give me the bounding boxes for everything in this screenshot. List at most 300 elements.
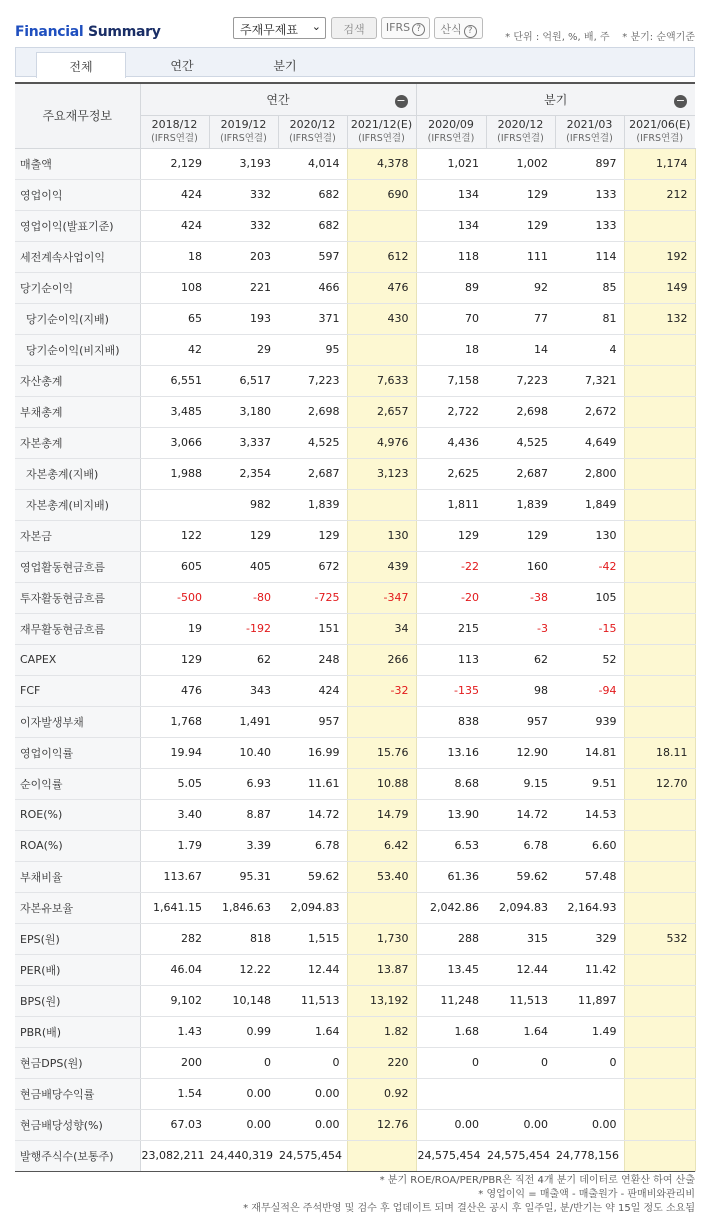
table-cell: 6.93 <box>209 768 278 799</box>
table-cell: 10.88 <box>347 768 416 799</box>
statement-type-value: 주재무제표 <box>240 23 298 37</box>
table-cell: 2,094.83 <box>486 892 555 923</box>
column-basis: (IFRS연결) <box>358 132 405 144</box>
table-cell: 605 <box>140 551 209 582</box>
table-cell: 130 <box>555 520 624 551</box>
ifrs-label: IFRS <box>385 21 411 34</box>
table-cell: 424 <box>140 210 209 241</box>
column-period: 2021/12(E) <box>350 117 413 131</box>
table-cell <box>624 520 695 551</box>
table-cell: 2,042.86 <box>416 892 486 923</box>
table-cell <box>624 985 695 1016</box>
table-cell: 4,436 <box>416 427 486 458</box>
table-cell: 11,897 <box>555 985 624 1016</box>
table-cell: 2,354 <box>209 458 278 489</box>
row-label: PER(배) <box>15 954 140 985</box>
table-cell: 12.22 <box>209 954 278 985</box>
column-basis: (IFRS연결) <box>151 132 198 144</box>
table-cell: 2,687 <box>486 458 555 489</box>
formula-label: 산식 <box>440 23 462 36</box>
table-cell: -80 <box>209 582 278 613</box>
table-cell: 6,517 <box>209 365 278 396</box>
table-cell: 2,698 <box>486 396 555 427</box>
table-cell: 113.67 <box>140 861 209 892</box>
row-label: 영업활동현금흐름 <box>15 551 140 582</box>
row-label: 당기순이익(지배) <box>15 303 140 334</box>
table-cell: 212 <box>624 179 695 210</box>
table-cell: 14.79 <box>347 799 416 830</box>
table-cell <box>347 489 416 520</box>
table-cell <box>347 892 416 923</box>
column-header <box>209 115 278 148</box>
table-cell <box>347 1140 416 1171</box>
table-cell: 6,551 <box>140 365 209 396</box>
row-label: 당기순이익(비지배) <box>15 334 140 365</box>
table-cell: 3,485 <box>140 396 209 427</box>
row-label: 순이익률 <box>15 768 140 799</box>
row-label: 영업이익 <box>15 179 140 210</box>
table-cell: 1,988 <box>140 458 209 489</box>
table-bottom-border <box>15 1171 695 1172</box>
table-cell: 62 <box>486 644 555 675</box>
table-row <box>15 861 695 892</box>
table-cell: 4,378 <box>347 148 416 179</box>
table-row <box>15 1109 695 1140</box>
table-cell: 192 <box>624 241 695 272</box>
table-cell <box>416 1078 486 1109</box>
table-cell: 982 <box>209 489 278 520</box>
table-cell: 24,778,156 <box>555 1140 624 1171</box>
table-cell <box>624 675 695 706</box>
table-cell: 3,123 <box>347 458 416 489</box>
table-cell <box>555 1078 624 1109</box>
row-label: 발행주식수(보통주) <box>15 1140 140 1171</box>
table-cell: 430 <box>347 303 416 334</box>
table-cell: 1,021 <box>416 148 486 179</box>
table-cell: -3 <box>486 613 555 644</box>
column-header <box>140 115 209 148</box>
table-cell: 18.11 <box>624 737 695 768</box>
table-cell: -725 <box>278 582 347 613</box>
table-cell: 129 <box>140 644 209 675</box>
table-cell: 1,811 <box>416 489 486 520</box>
table-cell: 67.03 <box>140 1109 209 1140</box>
row-label: 부채총계 <box>15 396 140 427</box>
table-cell: 1,768 <box>140 706 209 737</box>
table-cell: 4,014 <box>278 148 347 179</box>
table-cell: 7,158 <box>416 365 486 396</box>
table-cell: 0.00 <box>278 1109 347 1140</box>
table-cell: 215 <box>416 613 486 644</box>
table-cell: 11.61 <box>278 768 347 799</box>
table-cell: 13.90 <box>416 799 486 830</box>
row-label: 자본총계 <box>15 427 140 458</box>
table-cell: 9.51 <box>555 768 624 799</box>
column-period: 2019/12 <box>220 117 267 131</box>
row-label: 현금배당수익률 <box>15 1078 140 1109</box>
column-basis: (IFRS연결) <box>497 132 544 144</box>
table-cell: 838 <box>416 706 486 737</box>
table-cell: 89 <box>416 272 486 303</box>
table-cell: 329 <box>555 923 624 954</box>
table-cell <box>624 830 695 861</box>
tab-quarterly[interactable]: 분기 <box>273 59 297 73</box>
table-cell: 0.00 <box>555 1109 624 1140</box>
tab-all[interactable]: 전체 <box>36 52 126 78</box>
table-row <box>15 830 695 861</box>
table-cell: 13,192 <box>347 985 416 1016</box>
table-cell: 2,722 <box>416 396 486 427</box>
row-label: 현금배당성향(%) <box>15 1109 140 1140</box>
table-cell: 24,575,454 <box>278 1140 347 1171</box>
table-cell: 24,440,319 <box>209 1140 278 1171</box>
table-cell: 0 <box>555 1047 624 1078</box>
table-cell: 1.68 <box>416 1016 486 1047</box>
table-cell: 332 <box>209 210 278 241</box>
table-row <box>15 365 695 396</box>
table-cell: 12.70 <box>624 768 695 799</box>
annual-group-header <box>140 84 416 115</box>
table-cell: 1.64 <box>278 1016 347 1047</box>
table-row <box>15 551 695 582</box>
table-cell: 332 <box>209 179 278 210</box>
column-header <box>347 115 416 148</box>
row-label: CAPEX <box>15 644 140 675</box>
table-cell: 10.40 <box>209 737 278 768</box>
table-cell: 113 <box>416 644 486 675</box>
row-label: 부채비율 <box>15 861 140 892</box>
table-cell: 6.42 <box>347 830 416 861</box>
row-label: BPS(원) <box>15 985 140 1016</box>
row-label: FCF <box>15 675 140 706</box>
table-cell: -42 <box>555 551 624 582</box>
footnote: * 재무실적은 주석반영 및 검수 후 업데이트 되며 결산은 공시 후 일주일, 분/반기는 약 15일 정도 소요됨 <box>243 1203 695 1214</box>
tab-annual[interactable]: 연간 <box>170 59 194 73</box>
column-period: 2021/03 <box>566 117 613 131</box>
row-label: 자본유보율 <box>15 892 140 923</box>
table-cell: 282 <box>140 923 209 954</box>
table-cell: 14.81 <box>555 737 624 768</box>
table-cell: 111 <box>486 241 555 272</box>
table-cell: 42 <box>140 334 209 365</box>
table-cell: 15.76 <box>347 737 416 768</box>
quarter-group-header <box>416 84 695 115</box>
table-cell: 0 <box>416 1047 486 1078</box>
table-row <box>15 272 695 303</box>
table-cell: 24,575,454 <box>486 1140 555 1171</box>
row-label: PBR(배) <box>15 1016 140 1047</box>
table-cell: 1,641.15 <box>140 892 209 923</box>
table-row <box>15 1016 695 1047</box>
table-cell: 1,839 <box>278 489 347 520</box>
table-cell: 108 <box>140 272 209 303</box>
table-cell: 118 <box>416 241 486 272</box>
table-cell: 14.72 <box>278 799 347 830</box>
title-financial: Financial <box>15 24 84 40</box>
table-cell: 957 <box>278 706 347 737</box>
table-cell: 315 <box>486 923 555 954</box>
table-cell: 2,672 <box>555 396 624 427</box>
row-label: 매출액 <box>15 148 140 179</box>
table-cell: 62 <box>209 644 278 675</box>
table-cell <box>624 644 695 675</box>
table-cell: 466 <box>278 272 347 303</box>
table-cell: 85 <box>555 272 624 303</box>
table-row <box>15 799 695 830</box>
row-label: 자산총계 <box>15 365 140 396</box>
table-cell: 193 <box>209 303 278 334</box>
table-cell: 1,174 <box>624 148 695 179</box>
table-cell: 0 <box>209 1047 278 1078</box>
table-cell: 1,846.63 <box>209 892 278 923</box>
table-cell: 52 <box>555 644 624 675</box>
table-cell: 424 <box>278 675 347 706</box>
table-cell: 14 <box>486 334 555 365</box>
table-cell: 11,513 <box>486 985 555 1016</box>
column-header <box>555 115 624 148</box>
table-cell: 9.15 <box>486 768 555 799</box>
table-cell: 13.87 <box>347 954 416 985</box>
row-label: 현금DPS(원) <box>15 1047 140 1078</box>
table-cell: 114 <box>555 241 624 272</box>
row-label: 이자발생부채 <box>15 706 140 737</box>
table-cell: 939 <box>555 706 624 737</box>
table-cell <box>347 706 416 737</box>
table-cell: 0.00 <box>416 1109 486 1140</box>
table-cell: 266 <box>347 644 416 675</box>
table-cell: 11,248 <box>416 985 486 1016</box>
table-cell: 1,515 <box>278 923 347 954</box>
table-cell: 129 <box>486 210 555 241</box>
statement-type-select[interactable] <box>233 17 326 39</box>
table-cell: 13.45 <box>416 954 486 985</box>
table-row <box>15 954 695 985</box>
table-cell <box>624 365 695 396</box>
footnotes <box>243 1174 695 1216</box>
column-basis: (IFRS연결) <box>220 132 267 144</box>
column-header <box>416 115 486 148</box>
table-cell: 288 <box>416 923 486 954</box>
table-row <box>15 768 695 799</box>
row-label: 세전계속사업이익 <box>15 241 140 272</box>
table-cell: 2,164.93 <box>555 892 624 923</box>
table-cell: 4,525 <box>486 427 555 458</box>
table-cell <box>624 613 695 644</box>
table-cell: 12.76 <box>347 1109 416 1140</box>
table-cell: 3,180 <box>209 396 278 427</box>
top-bar <box>0 0 706 48</box>
table-cell: 10,148 <box>209 985 278 1016</box>
table-cell <box>486 1078 555 1109</box>
table-cell: 11.42 <box>555 954 624 985</box>
table-cell <box>624 489 695 520</box>
table-cell: 3.40 <box>140 799 209 830</box>
table-cell <box>624 1109 695 1140</box>
table-cell <box>624 799 695 830</box>
chevron-down-icon: ⌄ <box>311 20 321 33</box>
table-cell: 77 <box>486 303 555 334</box>
table-row <box>15 1140 695 1171</box>
table-row <box>15 427 695 458</box>
table-row <box>15 613 695 644</box>
table-cell: -22 <box>416 551 486 582</box>
table-cell <box>624 706 695 737</box>
table-cell: 439 <box>347 551 416 582</box>
table-cell: 1.82 <box>347 1016 416 1047</box>
table-cell: 34 <box>347 613 416 644</box>
table-cell: 98 <box>486 675 555 706</box>
table-cell: 5.05 <box>140 768 209 799</box>
table-row <box>15 458 695 489</box>
table-row <box>15 706 695 737</box>
column-basis: (IFRS연결) <box>427 132 475 144</box>
table-cell: 2,129 <box>140 148 209 179</box>
table-row <box>15 241 695 272</box>
column-header <box>624 115 695 148</box>
search-button[interactable]: 검색 <box>331 17 377 39</box>
table-cell: -15 <box>555 613 624 644</box>
row-label: 자본총계(지배) <box>15 458 140 489</box>
table-cell: 7,223 <box>278 365 347 396</box>
table-cell: -32 <box>347 675 416 706</box>
table-cell: 129 <box>486 520 555 551</box>
table-cell: 133 <box>555 179 624 210</box>
table-cell: 203 <box>209 241 278 272</box>
table-cell: 7,223 <box>486 365 555 396</box>
table-cell: 3,337 <box>209 427 278 458</box>
table-cell <box>624 582 695 613</box>
table-cell: 132 <box>624 303 695 334</box>
table-cell: 2,657 <box>347 396 416 427</box>
table-cell: 29 <box>209 334 278 365</box>
table-cell: 6.78 <box>486 830 555 861</box>
column-period: 2020/12 <box>497 117 544 131</box>
table-cell: 65 <box>140 303 209 334</box>
column-period: 2020/09 <box>428 117 474 131</box>
row-label: 영업이익(발표기준) <box>15 210 140 241</box>
table-cell: 4,649 <box>555 427 624 458</box>
table-cell: 133 <box>555 210 624 241</box>
table-cell: 1,839 <box>486 489 555 520</box>
table-cell: -135 <box>416 675 486 706</box>
table-cell: 1.79 <box>140 830 209 861</box>
table-cell: -347 <box>347 582 416 613</box>
column-period: 2018/12 <box>151 117 198 131</box>
table-cell: 129 <box>209 520 278 551</box>
table-cell: 12.90 <box>486 737 555 768</box>
row-label: 자본총계(비지배) <box>15 489 140 520</box>
table-cell: -500 <box>140 582 209 613</box>
table-cell: 12.44 <box>278 954 347 985</box>
row-label: 재무활동현금흐름 <box>15 613 140 644</box>
table-cell: 682 <box>278 210 347 241</box>
table-cell: 1.49 <box>555 1016 624 1047</box>
table-cell: 7,633 <box>347 365 416 396</box>
table-cell <box>624 1078 695 1109</box>
table-cell: 343 <box>209 675 278 706</box>
table-cell: -38 <box>486 582 555 613</box>
table-cell: 0.00 <box>209 1109 278 1140</box>
table-cell: 690 <box>347 179 416 210</box>
table-cell: 59.62 <box>486 861 555 892</box>
table-cell: -192 <box>209 613 278 644</box>
table-cell: 2,094.83 <box>278 892 347 923</box>
table-cell <box>624 892 695 923</box>
table-row <box>15 923 695 954</box>
table-cell <box>624 1047 695 1078</box>
table-cell: 405 <box>209 551 278 582</box>
table-cell: 424 <box>140 179 209 210</box>
table-cell: 24,575,454 <box>416 1140 486 1171</box>
financial-summary-table <box>15 84 696 1172</box>
ifrs-help-button[interactable] <box>381 17 430 39</box>
formula-help-button[interactable] <box>434 17 483 39</box>
table-cell: 818 <box>209 923 278 954</box>
table-cell: 1.54 <box>140 1078 209 1109</box>
row-label: 영업이익률 <box>15 737 140 768</box>
table-row <box>15 644 695 675</box>
table-row <box>15 334 695 365</box>
table-cell <box>624 1016 695 1047</box>
table-cell: 3,193 <box>209 148 278 179</box>
table-cell: 12.44 <box>486 954 555 985</box>
table-cell: 2,687 <box>278 458 347 489</box>
table-cell: 3,066 <box>140 427 209 458</box>
table-cell: -94 <box>555 675 624 706</box>
collapse-annual-icon[interactable]: − <box>396 94 406 107</box>
table-cell: 0.99 <box>209 1016 278 1047</box>
title-summary: Summary <box>87 24 161 40</box>
table-cell: 53.40 <box>347 861 416 892</box>
table-cell <box>347 210 416 241</box>
row-label: ROE(%) <box>15 799 140 830</box>
collapse-quarter-icon[interactable]: − <box>675 94 686 107</box>
table-cell: 95 <box>278 334 347 365</box>
table-cell: 2,625 <box>416 458 486 489</box>
table-cell: 149 <box>624 272 695 303</box>
table-cell: 70 <box>416 303 486 334</box>
table-cell: 1.64 <box>486 1016 555 1047</box>
table-cell: -20 <box>416 582 486 613</box>
table-cell: 0.00 <box>209 1078 278 1109</box>
table-cell: 9,102 <box>140 985 209 1016</box>
table-cell: 897 <box>555 148 624 179</box>
table-cell: 129 <box>278 520 347 551</box>
table-cell <box>624 1140 695 1171</box>
table-cell <box>624 427 695 458</box>
table-cell: 160 <box>486 551 555 582</box>
period-tabs <box>15 47 695 77</box>
table-cell: 957 <box>486 706 555 737</box>
column-basis: (IFRS연결) <box>636 132 684 144</box>
table-cell: 4 <box>555 334 624 365</box>
page-title <box>15 24 161 40</box>
table-cell <box>347 334 416 365</box>
table-row <box>15 210 695 241</box>
table-row <box>15 737 695 768</box>
table-cell: 6.60 <box>555 830 624 861</box>
table-cell <box>624 551 695 582</box>
table-cell: 7,321 <box>555 365 624 396</box>
table-cell: 672 <box>278 551 347 582</box>
table-cell: 0.92 <box>347 1078 416 1109</box>
table-row <box>15 1078 695 1109</box>
footnote: * 영업이익 = 매출액 - 매출원가 - 판매비와관리비 <box>478 1189 695 1200</box>
table-cell: 532 <box>624 923 695 954</box>
table-row <box>15 179 695 210</box>
table-cell: 8.87 <box>209 799 278 830</box>
question-icon: ? <box>412 23 425 36</box>
